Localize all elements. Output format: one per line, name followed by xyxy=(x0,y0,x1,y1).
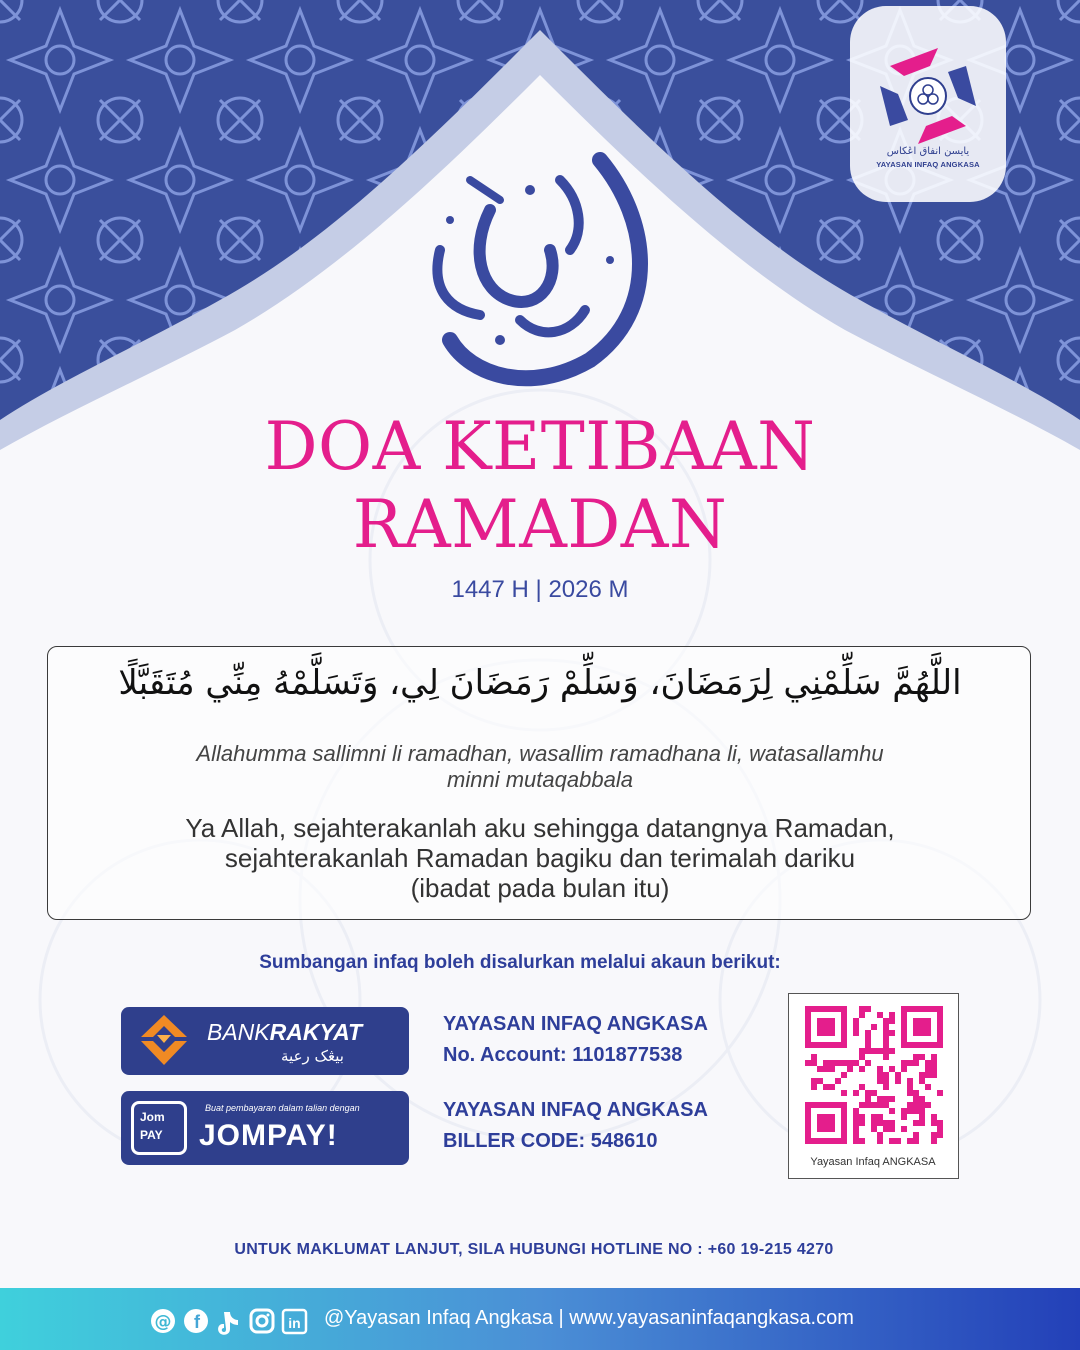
bank-name: BANKRAKYAT xyxy=(207,1019,363,1045)
year-label: 1447 H | 2026 M xyxy=(451,576,629,603)
tiktok-icon[interactable] xyxy=(218,1312,238,1335)
qr-caption: Yayasan Infaq ANGKASA xyxy=(810,1156,936,1168)
page-title xyxy=(0,408,1080,564)
doa-transliteration xyxy=(108,741,972,793)
logo-english-name: YAYASAN INFAQ ANGKASA xyxy=(876,160,980,169)
jompay-account-info xyxy=(443,1095,708,1157)
svg-text:in: in xyxy=(288,1315,301,1331)
jompay-tagline: Buat pembayaran dalam talian dengan xyxy=(205,1103,360,1113)
jompay-logo xyxy=(121,1091,409,1165)
jompay-account-name: YAYASAN INFAQ ANGKASA xyxy=(443,1099,708,1121)
logo-emblem-icon xyxy=(850,6,1006,146)
linkedin-icon[interactable] xyxy=(283,1310,306,1333)
hotline-text xyxy=(0,1241,1068,1259)
footer-bar xyxy=(0,1288,1080,1350)
meaning-line-2: sejahterakanlah Ramadan bagiku dan terimalah dariku xyxy=(224,843,856,873)
bank-account-number: No. Account: 1101877538 xyxy=(443,1044,683,1066)
footer-contact-text[interactable]: @Yayasan Infaq Angkasa | www.yayasaninfaqangkasa.com xyxy=(324,1307,854,1329)
threads-icon[interactable] xyxy=(151,1309,175,1333)
doa-box xyxy=(47,646,1031,920)
hotline-number[interactable]: +60 19-215 4270 xyxy=(707,1241,834,1258)
facebook-icon[interactable] xyxy=(184,1309,208,1333)
meaning-line-1: Ya Allah, sejahterakanlah aku sehingga datangnya Ramadan, xyxy=(185,813,895,843)
doa-meaning xyxy=(88,813,992,903)
jompay-biller-code: BILLER CODE: 548610 xyxy=(443,1130,658,1152)
transliteration-line-2: minni mutaqabbala xyxy=(447,767,633,792)
ramadan-kareem-calligraphy-icon xyxy=(410,140,670,390)
jompay-brand: JOMPAY! xyxy=(199,1119,338,1152)
logo-arabic-name: يايسن انفاق اڠكاس xyxy=(886,146,970,157)
social-icons xyxy=(150,1308,315,1336)
svg-text:f: f xyxy=(194,1312,200,1332)
doa-arabic-text: اللَّهُمَّ سَلِّمْنِي لِرَمَضَانَ، وَسَلِّمْ رَمَضَانَ لِي، وَتَسَلَّمْهُ مِنِّي مُتَقَبَّلًا xyxy=(118,663,962,703)
instagram-icon[interactable] xyxy=(251,1310,273,1332)
bank-account-name: YAYASAN INFAQ ANGKASA xyxy=(443,1013,708,1035)
infaq-heading: Sumbangan infaq boleh disalurkan melalui akaun berikut: xyxy=(259,952,781,973)
hotline-label: UNTUK MAKLUMAT LANJUT, SILA HUBUNGI HOTLINE NO : xyxy=(234,1241,708,1258)
bank-jawi-name: بيڠک رعية xyxy=(281,1047,344,1065)
jompay-icon: Jom PAY xyxy=(131,1101,187,1155)
bank-account-info xyxy=(443,1009,708,1071)
meaning-line-3: (ibadat pada bulan itu) xyxy=(410,873,670,903)
yayasan-infaq-logo xyxy=(850,6,1006,202)
svg-text:@: @ xyxy=(154,1312,172,1332)
title-line-1: DOA KETIBAAN xyxy=(264,408,816,485)
bank-rakyat-logo xyxy=(121,1007,409,1075)
qr-code-icon xyxy=(805,1006,943,1144)
bank-rakyat-emblem-icon xyxy=(129,1007,199,1075)
transliteration-line-1: Allahumma sallimni li ramadhan, wasallim ramadhana li, watasallamhu xyxy=(196,741,884,766)
title-line-2: RAMADAN xyxy=(352,486,728,563)
qr-code-card[interactable] xyxy=(788,993,959,1179)
